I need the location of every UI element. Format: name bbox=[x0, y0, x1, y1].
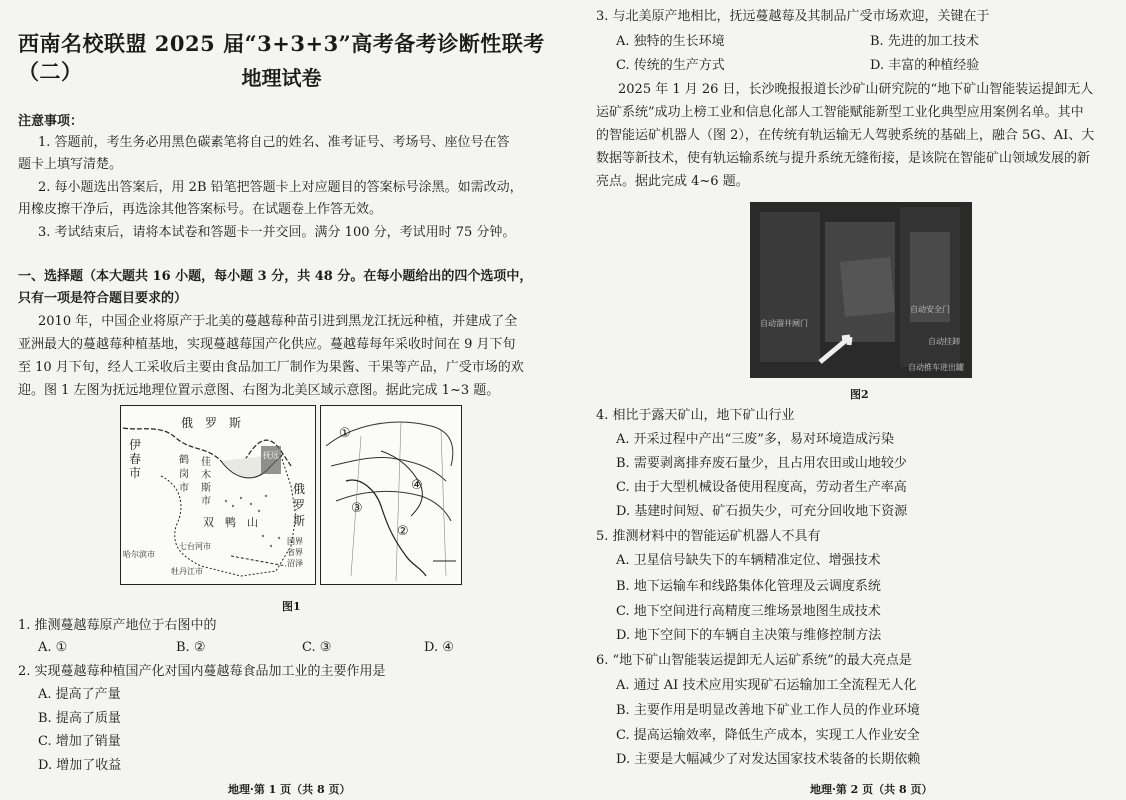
q5-option-d: D. 地下空间下的车辆自主决策与维修控制方法 bbox=[616, 628, 882, 643]
passage-line: 亚洲最大的蔓越莓种植基地，实现蔓越莓国产化供应。蔓越莓每年采收时间在 9 月下旬 bbox=[18, 337, 516, 352]
fuyuan-location-map bbox=[120, 405, 316, 585]
q6-option-c: C. 提高运输效率，降低生产成本，实现工人作业安全 bbox=[616, 728, 920, 743]
page-1-footer: 地理·第 1 页（共 8 页） bbox=[228, 783, 351, 796]
north-america-map bbox=[320, 405, 462, 585]
question-5: 5. 推测材料中的智能运矿机器人不具有 bbox=[596, 529, 821, 544]
q3-option-b: B. 先进的加工技术 bbox=[870, 34, 979, 49]
question-4: 4. 相比于露天矿山，地下矿山行业 bbox=[596, 408, 795, 423]
figure-2-caption: 图2 bbox=[850, 388, 869, 401]
q1-option-b: B. ② bbox=[176, 640, 206, 655]
legend-provincial-border: 省界 bbox=[287, 548, 303, 557]
passage-line: 2010 年，中国企业将原产于北美的蔓越莓种苗引进到黑龙江抚远种植，并建成了全 bbox=[38, 314, 518, 329]
marker-2: ② bbox=[397, 524, 409, 539]
q1-option-a: A. ① bbox=[38, 640, 68, 655]
q6-option-a: A. 通过 AI 技术应用实现矿石运输加工全流程无人化 bbox=[616, 678, 917, 693]
exam-subtitle: 地理试卷 bbox=[241, 66, 322, 90]
marker-1: ① bbox=[339, 426, 351, 441]
passage-line: 亮点。据此完成 4~6 题。 bbox=[596, 174, 749, 189]
passage-line: 数据等新技术，使有轨运输系统与提升系统无缝衔接，是该院在智能矿山领域发展的新 bbox=[596, 151, 1091, 166]
label-russia-right: 俄 罗 斯 bbox=[293, 482, 306, 528]
mine-photo-graphic bbox=[750, 202, 972, 378]
q3-option-d: D. 丰富的种植经验 bbox=[870, 58, 980, 73]
q5-option-c: C. 地下空间进行高精度三维场景地图生成技术 bbox=[616, 604, 881, 619]
question-6: 6. “地下矿山智能装运提卸无人运矿系统”的最大亮点是 bbox=[596, 653, 912, 668]
right-page bbox=[578, 0, 1126, 800]
legend-national-border: 国界 bbox=[287, 537, 303, 546]
label-jiamusi: 佳 木 斯 市 bbox=[201, 457, 211, 507]
photo-label-safety-door: 自动安全门 bbox=[910, 305, 950, 314]
photo-label-auto-unload: 自动挂卸 bbox=[928, 337, 960, 346]
q2-option-d: D. 增加了收益 bbox=[38, 758, 122, 773]
q4-option-d: D. 基建时间短、矿石损失少，可充分回收地下资源 bbox=[616, 504, 908, 519]
question-3: 3. 与北美原产地相比，抚远蔓越莓及其制品广受市场欢迎，关键在于 bbox=[596, 9, 990, 24]
q3-option-c: C. 传统的生产方式 bbox=[616, 58, 725, 73]
q1-option-d: D. ④ bbox=[424, 640, 454, 655]
question-1: 1. 推测蔓越莓原产地位于右图中的 bbox=[18, 618, 217, 633]
label-shuangyashan: 双 鸭 山 bbox=[203, 516, 258, 529]
label-russia-top: 俄 罗 斯 bbox=[181, 416, 242, 430]
notice-1b: 题卡上填写清楚。 bbox=[18, 157, 123, 172]
section-heading: 一、选择题（本大题共 16 小题，每小题 3 分，共 48 分。在每小题给出的四个选项中， bbox=[18, 269, 533, 284]
notice-2: 2. 每小题选出答案后，用 2B 铅笔把答题卡上对应题目的答案标号涂黑。如需改动， bbox=[38, 180, 523, 195]
q2-option-a: A. 提高了产量 bbox=[38, 687, 121, 702]
section-heading-cont: 只有一项是符合题目要求的） bbox=[18, 291, 188, 306]
passage-line: 的智能运矿机器人（图 2），在传统有轨运输无人驾驶系统的基础上，融合 5G、AI、大 bbox=[596, 128, 1095, 143]
q2-option-b: B. 提高了质量 bbox=[38, 711, 121, 726]
q6-option-d: D. 主要是大幅减少了对发达国家技术装备的长期依赖 bbox=[616, 752, 921, 767]
q5-option-a: A. 卫星信号缺失下的车辆精准定位、增强技术 bbox=[616, 553, 881, 568]
notice-3: 3. 考试结束后，请将本试卷和答题卡一并交回。满分 100 分，考试用时 75 分钟。 bbox=[38, 225, 516, 240]
figure-1-caption: 图1 bbox=[282, 600, 301, 613]
label-yichun: 伊 春 市 bbox=[129, 438, 142, 480]
q6-option-b: B. 主要作用是明显改善地下矿业工作人员的作业环境 bbox=[616, 703, 920, 718]
passage-line: 运矿系统”成功上榜工业和信息化部人工智能赋能新型工业化典型应用案例名单。其中 bbox=[596, 105, 1084, 120]
photo-label-chute-gate: 自动溜井闸门 bbox=[760, 319, 808, 328]
q3-option-a: A. 独特的生长环境 bbox=[616, 34, 725, 49]
page-2-footer: 地理·第 2 页（共 8 页） bbox=[810, 783, 933, 796]
label-fuyuan: 抚远 bbox=[263, 451, 279, 460]
notice-2b: 用橡皮擦干净后，再选涂其他答案标号。在试题卷上作答无效。 bbox=[18, 202, 383, 217]
q4-option-c: C. 由于大型机械设备使用程度高，劳动者生产率高 bbox=[616, 480, 907, 495]
q5-option-b: B. 地下运输车和线路集体化管理及云调度系统 bbox=[616, 579, 881, 594]
q1-option-c: C. ③ bbox=[302, 640, 332, 655]
photo-label-cart-push: 自动推车进出罐 bbox=[908, 363, 964, 372]
q4-option-a: A. 开采过程中产出“三废”多，易对环境造成污染 bbox=[616, 432, 894, 447]
passage-line: 迎。图 1 左图为抚远地理位置示意图、右图为北美区域示意图。据此完成 1~3 题。 bbox=[18, 383, 500, 398]
notice-heading: 注意事项： bbox=[18, 114, 84, 129]
passage-line: 至 10 月下旬，经人工采收后主要由食品加工厂制作为果酱、干果等产品，广受市场的欢 bbox=[18, 360, 524, 375]
label-hegang: 鹤 岗 市 bbox=[179, 455, 189, 494]
label-qitaihe: 七台河市 bbox=[179, 542, 211, 551]
question-2: 2. 实现蔓越莓种植国产化对国内蔓越莓食品加工业的主要作用是 bbox=[18, 664, 386, 679]
marker-4: ④ bbox=[411, 478, 423, 493]
q4-option-b: B. 需要剥离排弃废石量少，且占用农田或山地较少 bbox=[616, 456, 907, 471]
mine-robot-photo bbox=[750, 202, 972, 378]
marker-3: ③ bbox=[351, 501, 363, 516]
label-mudanjiang: 牡丹江市 bbox=[171, 567, 203, 576]
legend-swamp: 沼泽 bbox=[287, 559, 303, 568]
exam-title: 西南名校联盟 2025 届“3+3+3”高考备考诊断性联考（二） bbox=[18, 31, 545, 84]
label-harbin: 哈尔滨市 bbox=[123, 550, 155, 559]
notice-1: 1. 答题前，考生务必用黑色碳素笔将自己的姓名、准考证号、考场号、座位号在答 bbox=[38, 135, 510, 150]
q2-option-c: C. 增加了销量 bbox=[38, 734, 121, 749]
passage-line: 2025 年 1 月 26 日，长沙晚报报道长沙矿山研究院的“地下矿山智能装运提卸无人 bbox=[618, 82, 1094, 97]
